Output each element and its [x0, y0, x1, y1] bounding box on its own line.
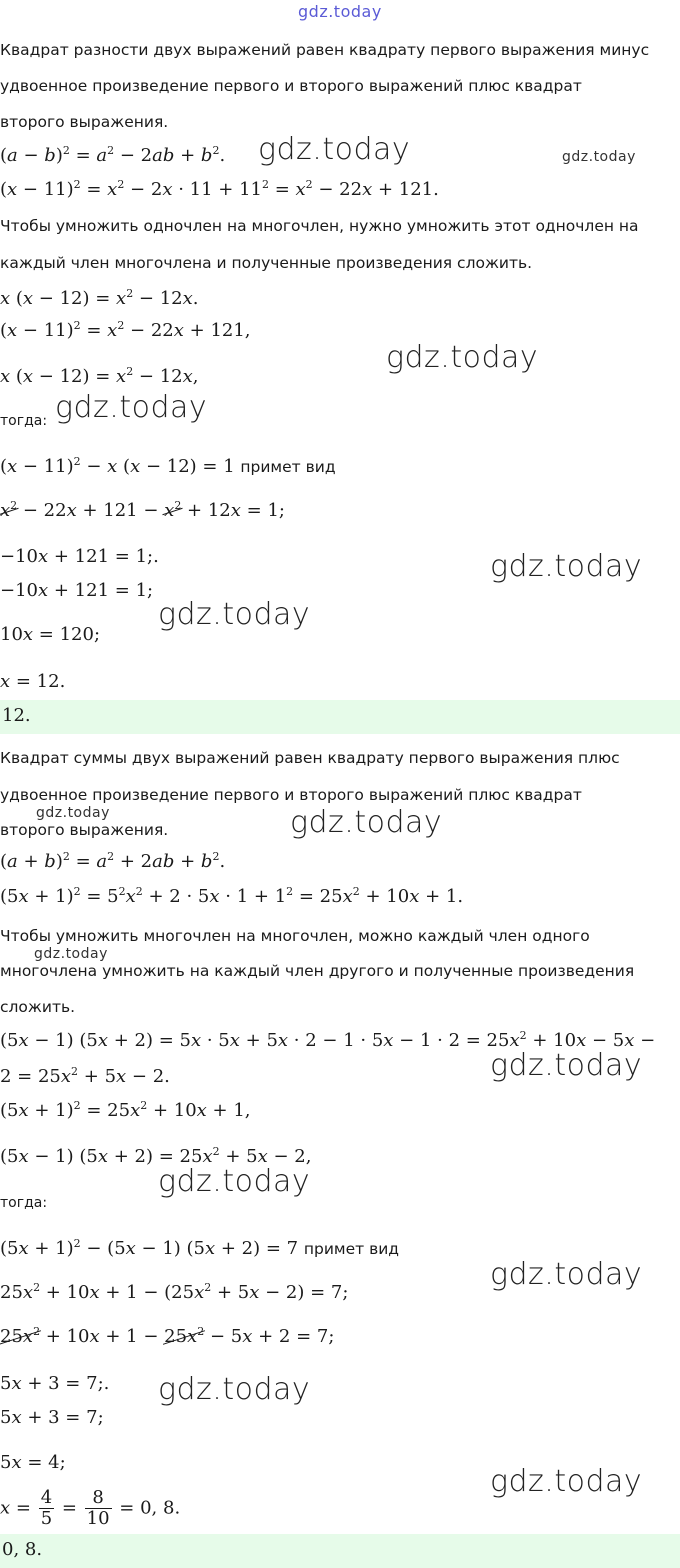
watermark: gdz.today [490, 1048, 643, 1083]
equation: $(x - 11)^2 - x$ (x − 12) = 1 примет вид [0, 455, 336, 477]
watermark-top: gdz.today [298, 2, 382, 21]
equation: 5x + 3 = 7;. [0, 1373, 110, 1394]
formula-product: (5x − 1) $(5x + 2) = 5x \cdot 5x + 5x \cdot 2 - 1 \cdot 5x - 1 \cdot 2 = 25x^2 + 10x - 5x$ − [0, 1029, 656, 1051]
equation: −10x + 121 = 1;. [0, 546, 159, 567]
formula-sum-square: $(a + b)^2 = a^2 + 2ab + b^2$. [0, 850, 226, 872]
watermark: gdz.today [490, 1257, 643, 1292]
formula: x $(x - 12) = x^2 - 12x$. [0, 287, 199, 309]
togda-label: тогда: [0, 413, 48, 429]
primet-vid: примет вид [303, 1240, 400, 1258]
equation: x = 12. [0, 671, 66, 692]
rule-line: удвоенное произведение первого и второго выражений плюс квадрат [0, 77, 582, 95]
answer-value: 0, 8. [2, 1539, 43, 1560]
formula: x $(x - 12) = x^2 - 12x$, [0, 365, 199, 387]
equation: 10x = 120; [0, 624, 101, 645]
rule-line: Квадрат разности двух выражений равен квадрату первого выражения минус [0, 41, 650, 59]
equation: $25x^2 + 10x + 1 - 25x^2 - 5x + 2 = 7$; [0, 1325, 335, 1347]
watermark: gdz.today [158, 597, 311, 632]
rule-line: второго выражения. [0, 821, 169, 839]
rule-line: каждый член многочлена и полученные произведения сложить. [0, 254, 533, 272]
watermark: gdz.today [258, 132, 411, 167]
equation: $(5x + 1)^2 - (5x - 1)$ (5x + 2) = 7 примет вид [0, 1237, 400, 1259]
formula: $(x - 11)^2 = x^2 - 22x + 121$, [0, 319, 251, 341]
rule-line: Чтобы умножить одночлен на многочлен, нужно умножить этот одночлен на [0, 217, 639, 235]
formula-expansion: $(5x + 1)^2 = 5^2x^2 + 2 \cdot 5x \cdot 1 + 1^2 = 25x^2 + 10x + 1$. [0, 885, 464, 907]
watermark: gdz.today [490, 549, 643, 584]
watermark: gdz.today [386, 340, 539, 375]
equation: $25x^2 + 10x + 1 - (25x^2 + 5x - 2) = 7$; [0, 1281, 349, 1303]
watermark-small: gdz.today [36, 805, 110, 821]
equation: 5x + 3 = 7; [0, 1407, 104, 1428]
rule-line: Чтобы умножить многочлен на многочлен, можно каждый член одного [0, 927, 590, 945]
equation: 5x = 4; [0, 1452, 66, 1473]
watermark-small: gdz.today [562, 149, 636, 165]
watermark: gdz.today [158, 1164, 311, 1199]
rule-line: второго выражения. [0, 113, 169, 131]
rule-line: многочлена умножить на каждый член другого и полученные произведения [0, 962, 635, 980]
formula: $(5x + 1)^2 = 25x^2 + 10x + 1$, [0, 1099, 251, 1121]
watermark-small: gdz.today [34, 946, 108, 962]
rule-line: удвоенное произведение первого и второго выражений плюс квадрат [0, 786, 582, 804]
equation-fraction: x = $\frac{4}{5}$ = $\frac{8}{10}$ = 0, 8. [0, 1487, 181, 1529]
rule-line: сложить. [0, 998, 76, 1016]
answer-box [0, 1534, 680, 1568]
formula: (5x − 1) $(5x + 2) = 25x^2 + 5x - 2$, [0, 1145, 312, 1167]
watermark: gdz.today [55, 390, 208, 425]
watermark: gdz.today [158, 1372, 311, 1407]
formula-expansion: $(x - 11)^2 = x^2 - 2x \cdot 11 + 11^2 = x^2 - 22x + 121$. [0, 178, 439, 200]
formula-difference-square: $(a - b)^2 = a^2 - 2ab + b^2$. [0, 144, 226, 166]
formula-product-cont: $2 = 25x^2 + 5x - 2$. [0, 1065, 170, 1087]
watermark: gdz.today [490, 1464, 643, 1499]
togda-label: тогда: [0, 1195, 48, 1211]
primet-vid: примет вид [240, 458, 336, 476]
answer-value: 12. [2, 705, 31, 726]
equation: −10x + 121 = 1; [0, 580, 154, 601]
rule-line: Квадрат суммы двух выражений равен квадрату первого выражения плюс [0, 749, 620, 767]
watermark: gdz.today [290, 805, 443, 840]
answer-box [0, 700, 680, 734]
equation: $x^2 - 22x + 121 - x^2 + 12x = 1$; [0, 499, 285, 521]
